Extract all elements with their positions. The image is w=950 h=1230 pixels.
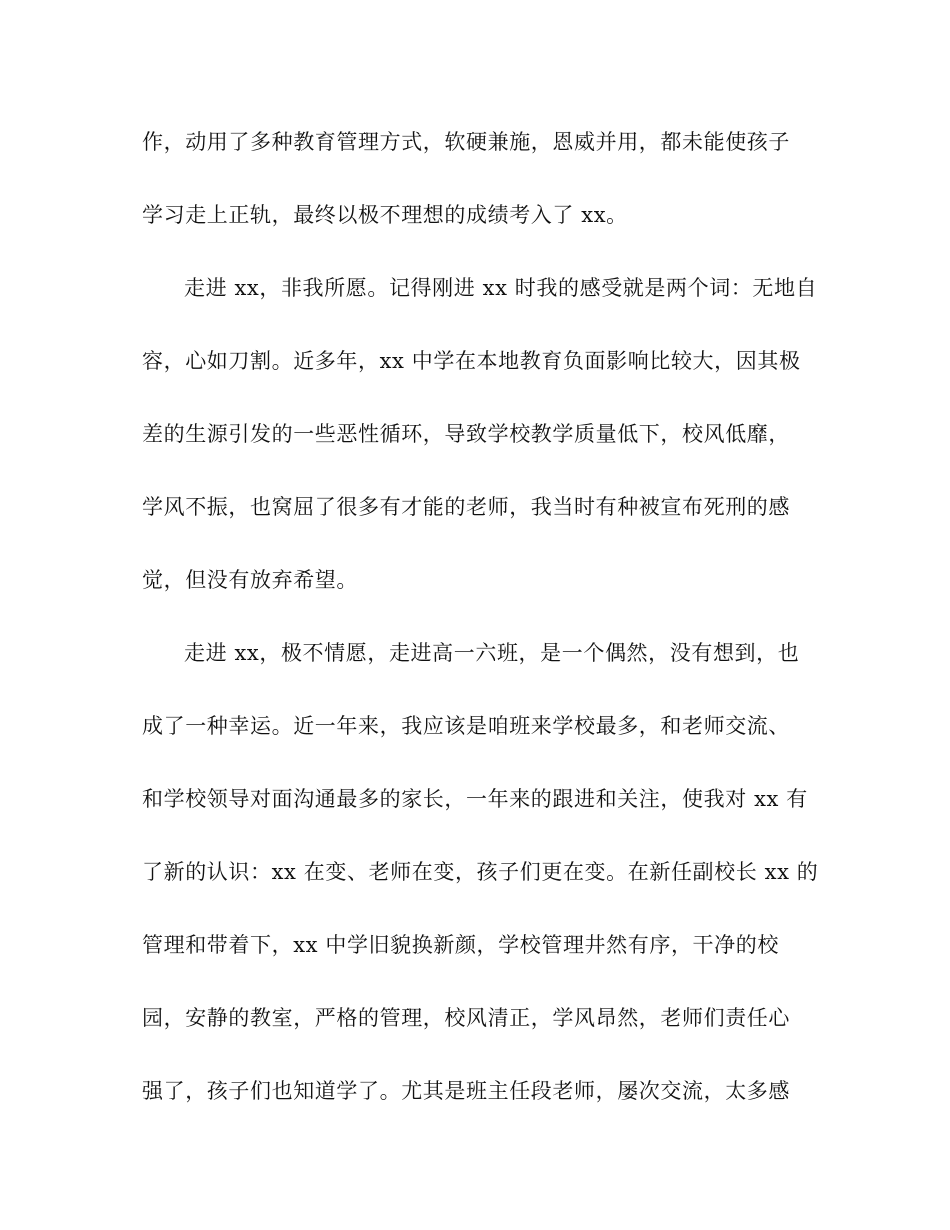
paragraph-3-first-line: 走进 xx，极不情愿，走进高一六班，是一个偶然，没有想到，也 bbox=[184, 641, 800, 665]
text-line-4: 容，心如刀割。近多年，xx 中学在本地教育负面影响比较大，因其极 bbox=[142, 349, 801, 373]
text-line-10: 和学校领导对面沟通最多的家长，一年来的跟进和关注，使我对 xx 有 bbox=[142, 787, 808, 811]
text-line-6: 学风不振，也窝屈了很多有才能的老师，我当时有种被宣布死刑的感 bbox=[142, 495, 790, 519]
text-line-2: 学习走上正轨，最终以极不理想的成绩考入了 xx。 bbox=[142, 203, 628, 227]
text-line-13: 园，安静的教室，严格的管理，校风清正，学风昂然，老师们责任心 bbox=[142, 1006, 790, 1030]
paragraph-2-first-line: 走进 xx，非我所愿。记得刚进 xx 时我的感受就是两个词：无地自 bbox=[184, 276, 818, 300]
text-line-11: 了新的认识：xx 在变、老师在变，孩子们更在变。在新任副校长 xx 的 bbox=[142, 860, 819, 884]
text-line-7: 觉，但没有放弃希望。 bbox=[142, 568, 358, 592]
text-line-5: 差的生源引发的一些恶性循环，导致学校教学质量低下，校风低靡， bbox=[142, 422, 790, 446]
text-line-1: 作，动用了多种教育管理方式，软硬兼施，恩威并用，都未能使孩子 bbox=[142, 130, 790, 154]
text-line-12: 管理和带着下，xx 中学旧貌换新颜，学校管理井然有序，干净的校 bbox=[142, 933, 779, 957]
text-line-9: 成了一种幸运。近一年来，我应该是咱班来学校最多，和老师交流、 bbox=[142, 714, 790, 738]
text-line-14: 强了，孩子们也知道学了。尤其是班主任段老师，屡次交流，太多感 bbox=[142, 1079, 790, 1103]
